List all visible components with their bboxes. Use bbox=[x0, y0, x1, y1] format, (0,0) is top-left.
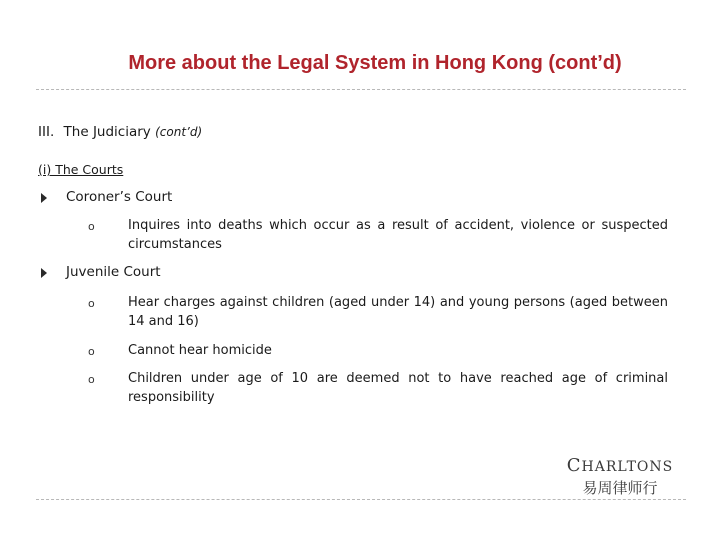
slide-title: More about the Legal System in Hong Kong (cont’d) bbox=[128, 52, 622, 74]
court-point: Inquires into deaths which occur as a result of accident, violence or suspected circumstances bbox=[128, 218, 668, 252]
subsection-heading: (i) The Courts bbox=[38, 162, 124, 177]
logo-english: CHARLTONS bbox=[566, 455, 674, 476]
section-title: The Judiciary bbox=[63, 124, 151, 140]
court-point: Children under age of 10 are deemed not to have reached age of criminal responsibility bbox=[128, 371, 668, 405]
triangle-right-icon bbox=[41, 268, 47, 278]
charltons-logo bbox=[558, 455, 682, 498]
section-heading bbox=[38, 124, 202, 140]
section-continued: (cont’d) bbox=[155, 125, 203, 139]
court-point: Cannot hear homicide bbox=[128, 343, 272, 358]
court-point: Hear charges against children (aged under 14) and young persons (aged between 14 and 16) bbox=[128, 295, 668, 329]
triangle-right-icon bbox=[41, 193, 47, 203]
top-divider bbox=[36, 89, 686, 90]
logo-chinese: 易周律师行 bbox=[582, 479, 658, 497]
court-name: Coroner’s Court bbox=[66, 189, 173, 205]
circle-bullet-icon: o bbox=[88, 220, 95, 233]
bottom-divider bbox=[36, 499, 686, 500]
circle-bullet-icon: o bbox=[88, 373, 95, 386]
section-number: III. bbox=[38, 124, 55, 140]
court-name: Juvenile Court bbox=[66, 264, 161, 280]
circle-bullet-icon: o bbox=[88, 345, 95, 358]
circle-bullet-icon: o bbox=[88, 297, 95, 310]
